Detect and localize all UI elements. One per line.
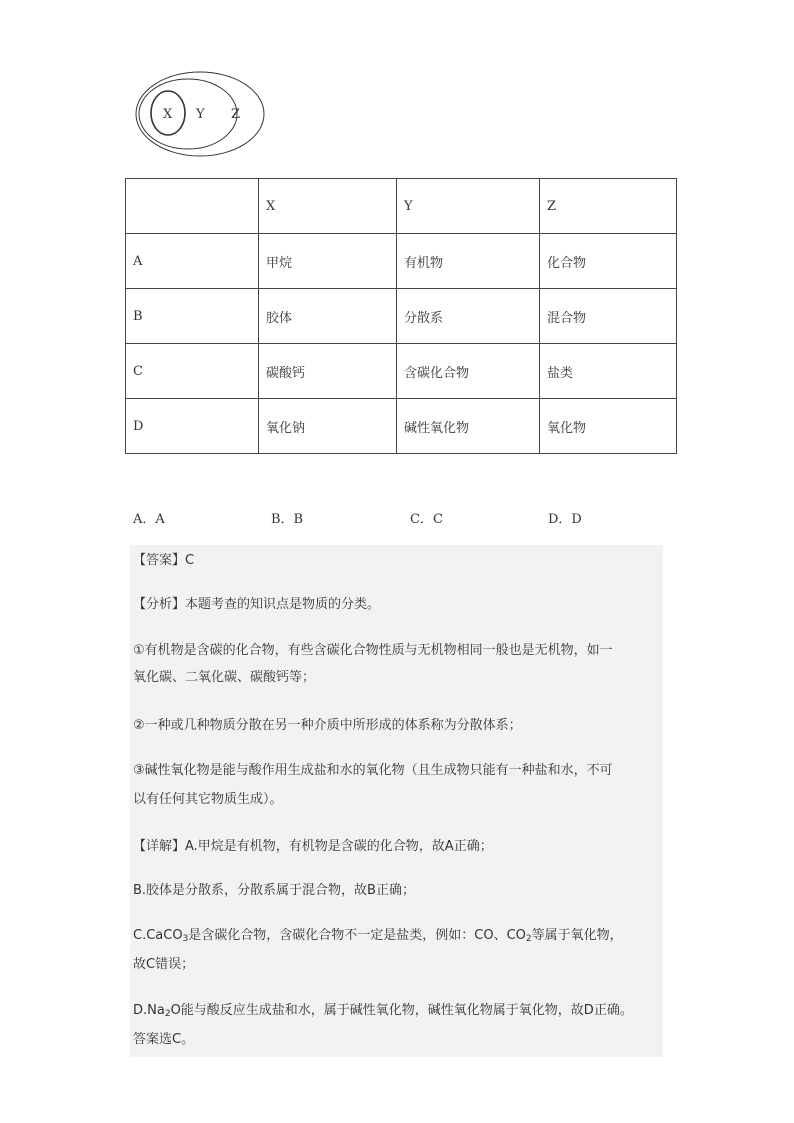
label-z: Z <box>231 107 241 122</box>
choice-d[interactable]: D．D <box>548 512 582 527</box>
detail-d-post: O能与酸反应生成盐和水，属于碱性氧化物，碱性氧化物属于氧化物，故D正确。 <box>170 1003 633 1018</box>
point1-line-a: ①有机物是含碳的化合物，有些含碳化合物性质与无机物相同一般也是无机物，如一 <box>133 643 613 658</box>
answer-line: 【答案】C <box>133 553 195 568</box>
detail-c1-sub2: 2 <box>525 934 532 944</box>
table-cell: 氧化物 <box>540 399 677 454</box>
table-cell <box>126 179 259 234</box>
point1-line-b: 氧化碳、二氧化碳、碳酸钙等； <box>133 670 316 685</box>
table-cell: 盐类 <box>540 344 677 399</box>
table-row <box>126 344 677 399</box>
venn-diagram <box>134 70 268 158</box>
table-cell: 碱性氧化物 <box>397 399 540 454</box>
table-cell: A <box>126 234 259 289</box>
choice-b[interactable]: B．B <box>271 512 304 527</box>
table-cell: 碳酸钙 <box>259 344 397 399</box>
table-row <box>126 289 677 344</box>
table-cell: Z <box>540 179 677 234</box>
detail-d-sub: 2 <box>164 1009 171 1019</box>
conclusion-line: 答案选C。 <box>133 1032 195 1047</box>
middle-ellipse-y <box>139 79 237 149</box>
detail-c1-sub1: 3 <box>182 934 189 944</box>
detail-d-pre: D.Na <box>133 1003 165 1018</box>
detail-c1-mid: 是含碳化合物，含碳化合物不一定是盐类，例如：CO、CO <box>188 928 526 943</box>
table-row <box>126 399 677 454</box>
table-cell: 分散系 <box>397 289 540 344</box>
table-cell: 含碳化合物 <box>397 344 540 399</box>
label-y: Y <box>196 107 205 122</box>
table-cell: 混合物 <box>540 289 677 344</box>
table-cell: 甲烷 <box>259 234 397 289</box>
label-x: X <box>163 107 173 122</box>
point3-line-b: 以有任何其它物质生成）。 <box>133 792 283 807</box>
table-cell: 化合物 <box>540 234 677 289</box>
detail-line-a: 【详解】A.甲烷是有机物，有机物是含碳的化合物，故A正确； <box>133 839 493 854</box>
classification-table <box>125 178 677 454</box>
table-cell: 有机物 <box>397 234 540 289</box>
table-cell: D <box>126 399 259 454</box>
answer-choices <box>0 508 794 528</box>
point3-line-a: ③碱性氧化物是能与酸作用生成盐和水的氧化物（且生成物只能有一种盐和水，不可 <box>133 763 613 778</box>
detail-line-d <box>133 1001 633 1021</box>
detail-line-b: B.胶体是分散系，分散系属于混合物，故B正确； <box>133 883 415 898</box>
detail-line-c2: 故C错误； <box>133 957 195 972</box>
table-cell: 胶体 <box>259 289 397 344</box>
detail-line-c1 <box>133 926 623 946</box>
table-cell: Y <box>397 179 540 234</box>
detail-c1-pre: C.CaCO <box>133 928 183 943</box>
table-cell: 氧化钠 <box>259 399 397 454</box>
table-header-row <box>126 179 677 234</box>
table-row <box>126 234 677 289</box>
table-cell: B <box>126 289 259 344</box>
point2-line: ②一种或几种物质分散在另一种介质中所形成的体系称为分散体系； <box>133 718 522 733</box>
detail-c1-post: 等属于氧化物， <box>531 928 623 943</box>
choice-c[interactable]: C．C <box>410 512 443 527</box>
table-cell: C <box>126 344 259 399</box>
analysis-line: 【分析】本题考查的知识点是物质的分类。 <box>133 597 381 612</box>
choice-a[interactable]: A．A <box>133 512 165 527</box>
table-cell: X <box>259 179 397 234</box>
